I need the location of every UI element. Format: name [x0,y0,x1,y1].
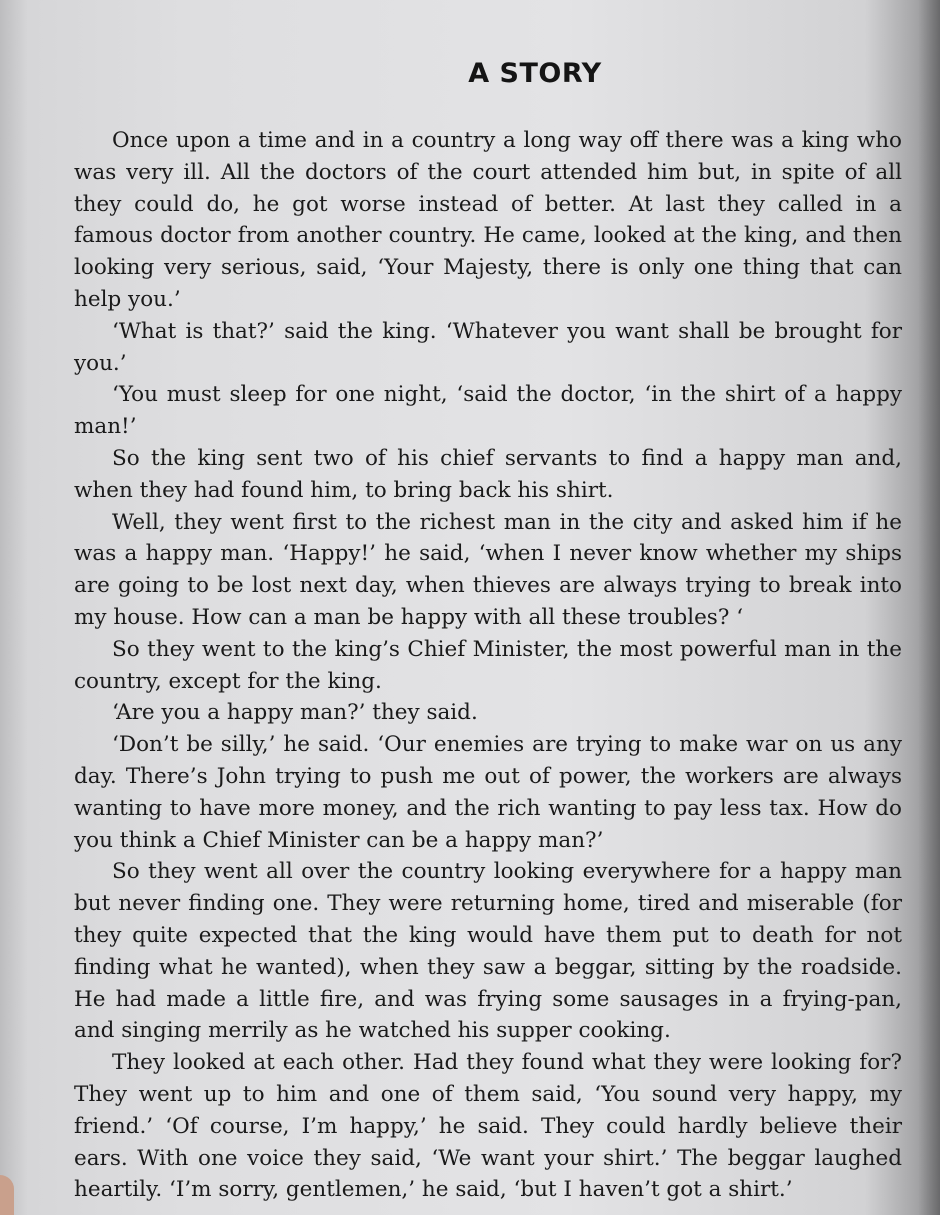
paragraph: So the king sent two of his chief servants to find a happy man and, when they had found him, to bring back his shirt. [74,445,902,503]
paragraph: So they went to the king’s Chief Minister, the most powerful man in the country, except for the king. [74,636,902,694]
paragraph: So they went all over the country looking everywhere for a happy man but never finding one. They were returning home, tired and miserable (for they quite expected that the king would have them put to death for not finding what he wanted), when they saw a beggar, sitting by the roadside. He had made a little fire, and was frying some sausages in a frying-pan, and singing merrily as he watched his supper cooking. [74,859,902,1044]
paragraph: ‘Don’t be silly,’ he said. ‘Our enemies are trying to make war on us any day. There’s John trying to push me out of power, the workers are always wanting to have more money, and the rich wanting to pay less tax. How do you think a Chief Minister can be a happy man?’ [74,732,902,853]
paragraph: They looked at each other. Had they found what they were looking for? They went up to him and one of them said, ‘You sound very happy, my friend.’ ‘Of course, I’m happy,’ he said. They could hardly believe their ears. With one voice they said, ‘We want your shirt.’ The beggar laughed heartily. ‘I’m sorry, gentlemen,’ he said, ‘but I haven’t got a shirt.’ [74,1050,902,1203]
paragraph: Once upon a time and in a country a long way off there was a king who was very ill. All the doctors of the court attended him but, in spite of all they could do, he got worse instead of better. At last they called in a famous doctor from another country. He came, looked at the king, and then looking very serious, said, ‘Your Majesty, there is only one thing that can help you.’ [74,128,902,312]
page-title: A STORY [468,58,602,89]
finger-corner [0,1175,14,1215]
story-text [74,125,902,1206]
page-edge-shadow [918,0,940,1215]
paragraph: ‘Are you a happy man?’ they said. [112,700,478,726]
paragraph: Well, they went first to the richest man in the city and asked him if he was a happy man. ‘Happy!’ he said, ‘when I never know whether my ships are going to be lost next day, when thieves are always trying to break into my house. How can a man be happy with all these troubles? ‘ [74,509,902,630]
paragraph: ‘What is that?’ said the king. ‘Whatever you want shall be brought for you.’ [74,318,902,376]
paragraph: ‘You must sleep for one night, ‘said the doctor, ‘in the shirt of a happy man!’ [74,382,902,440]
